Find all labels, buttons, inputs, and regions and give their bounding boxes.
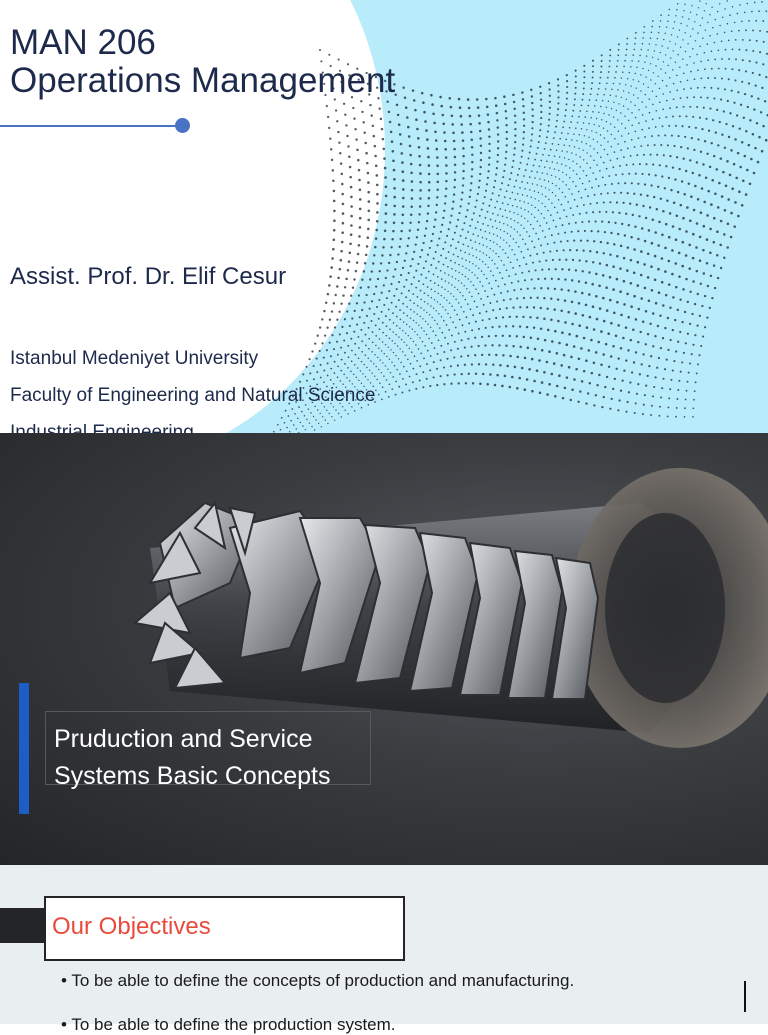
objective-text: To be able to define the production system. — [71, 1015, 396, 1034]
slide-title — [10, 24, 395, 100]
objective-bullet-2 — [61, 1015, 396, 1035]
section-slide — [0, 433, 768, 865]
objectives-slide — [0, 865, 768, 1034]
text-cursor — [744, 981, 746, 1012]
section-title-line-1: Pruduction and Service — [54, 725, 313, 753]
heading-accent-bar — [0, 908, 46, 943]
underline-dot — [175, 118, 190, 133]
objective-bullet-1 — [61, 971, 574, 991]
affiliation-faculty: Faculty of Engineering and Natural Science — [10, 385, 376, 406]
objectives-heading: Our Objectives — [52, 913, 211, 940]
title-underline — [0, 125, 182, 127]
course-name: Operations Management — [10, 61, 396, 100]
title-slide — [0, 0, 768, 433]
objective-text: To be able to define the concepts of production and manufacturing. — [71, 971, 575, 990]
section-title-line-2: Systems Basic Concepts — [54, 762, 331, 790]
end-mill-tool-image — [0, 433, 768, 865]
affiliation-university: Istanbul Medeniyet University — [10, 348, 259, 369]
accent-bar — [19, 683, 29, 814]
bullet-symbol: • — [61, 971, 67, 990]
section-title — [54, 721, 331, 795]
author-name: Assist. Prof. Dr. Elif Cesur — [10, 263, 287, 290]
bullet-symbol: • — [61, 1015, 67, 1034]
course-code: MAN 206 — [10, 23, 156, 62]
